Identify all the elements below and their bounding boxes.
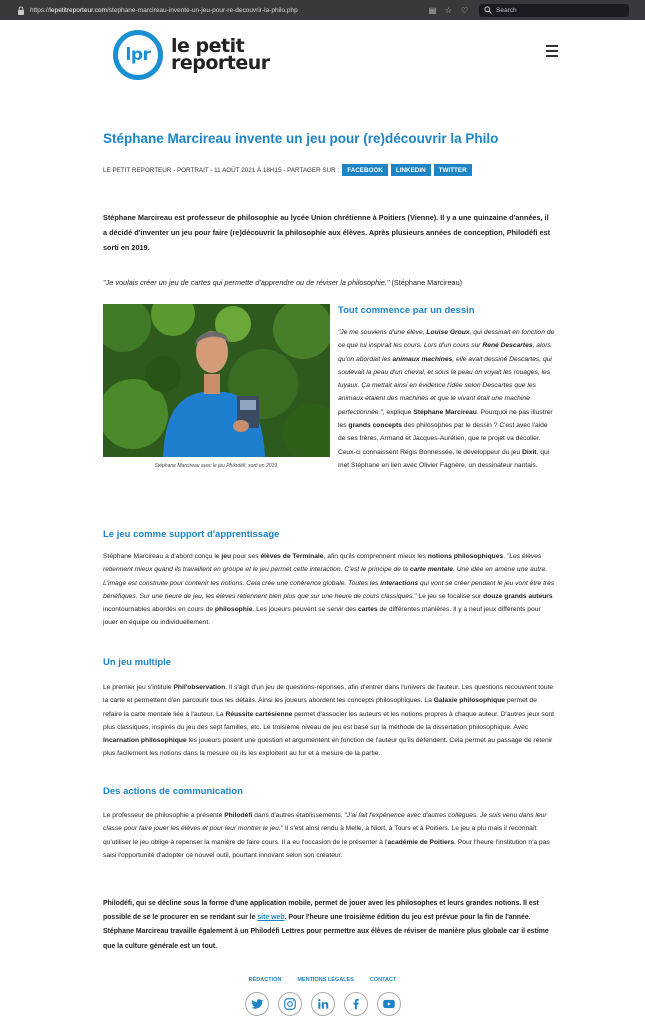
logo-line-2: reporteur	[171, 52, 270, 74]
logo-mark: lpr	[113, 30, 163, 80]
site-logo[interactable]	[113, 30, 270, 80]
address-bar[interactable]	[30, 7, 420, 14]
search-input[interactable]	[479, 4, 629, 17]
section-communication-text: Le professeur de philosophie a présenté Philodéfi dans d'autres établissements. "J'ai fait l'expérience avec d'autres collègues. Je suis venu dans leur classe pour faire jouer les élèves et pour leur montrer le jeu." Il s'est ainsi rendu à Melle, à Niort, à Tours et à Poitiers. Le jeu a plu mais il reconnaît qu'utiliser le jeu oblige à repenser la manière de faire cours. Il a eu l'occasion de le présenter à l'académie de Poitiers. Pour l'heure l'institution n'a pas saisi l'opportunité d'adopter ce nouvel outil, pourtant innovant selon son créateur.	[103, 812, 550, 859]
section-heading-multiple: Un jeu multiple	[103, 657, 172, 668]
youtube-icon[interactable]	[377, 992, 401, 1016]
bookmark-star-icon[interactable]: ☆	[444, 5, 453, 15]
instagram-icon[interactable]	[278, 992, 302, 1016]
section-heading-communication: Des actions de communication	[103, 786, 243, 797]
search-placeholder: Search	[496, 6, 517, 14]
url-prefix: https://	[30, 6, 50, 14]
site-web-link[interactable]: site web	[257, 914, 285, 922]
search-icon	[484, 6, 492, 14]
photo-caption: Stéphane Marcireau avec le jeu Philodéfi, sorti en 2019.	[154, 463, 279, 469]
social-links	[0, 992, 645, 1016]
browser-toolbar	[0, 0, 645, 20]
facebook-icon[interactable]	[344, 992, 368, 1016]
footer-link-contact[interactable]: CONTACT	[369, 977, 397, 983]
hamburger-menu-icon[interactable]	[546, 45, 558, 57]
reader-view-icon[interactable]: ▤	[428, 5, 437, 15]
article-lead: Stéphane Marcireau est professeur de philosophie au lycée Union chrétienne à Poitiers (Vienne). Il y a une quinzaine d'années, il a décidé d'inventer un jeu pour faire (re)découvrir la philosophie aux élèves. Après plusieurs années de conception, Philodéfi est sorti en 2019.	[103, 213, 551, 253]
url-domain: lepetitreporteur.com	[49, 6, 107, 14]
twitter-icon[interactable]	[245, 992, 269, 1016]
section-dessin-text: "Je me souviens d'une élève, Louise Groux, qui dessinait en fonction de ce que lui inspirait les cours. Lors d'un cours sur René Descartes, alors qu'on abordait les animaux machines, elle avait dessiné Descartes, qui soulevait la peau d'un cheval, et sous la peau on voyait les rouages, les tuyaux. Ça mettait ainsi en évidence l'idée selon Descartes que les animaux étaient des machines et que le vivant était une machine perfectionnée.", explique Stéphane Marcireau. Pourquoi ne pas illustrer les grands concepts des philosophes par le dessin ? C'est avec l'aide de ses frères, Armand et Jacques-Aurélien, que le projet va décoller. Ceux-ci connaissent Régis Bonnessée, le développeur du jeu Dixit, qui met Stéphane en lien avec Olivier Fagnère, un dessinateur nantais.	[338, 329, 555, 469]
footer-link-redaction[interactable]: RÉDACTION	[248, 977, 282, 983]
section-apprentissage-text: Stéphane Marcireau a d'abord conçu le jeu pour ses élèves de Terminale, afin qu'ils comprennent mieux les notions philosophiques. "Les élèves retiennent mieux quand ils travaillent en groupe et le jeu permet cette interaction. C'est le principe de la carte mentale. Une idée en amène une autre. L'image est construite pour contenir les notions. Cela crée une cohérence globale. Toutes les interactions qui vont se créer pendant le jeu vont être très bénéfiques. Sur une heure de jeu, les élèves retiennent bien plus que sur une heure de cours classiques." Le jeu se focalise sur douze grands auteurs incontournables abordés en cours de philosophie. Les joueurs peuvent se servir des cartes de différentes manières. Il y a neuf jeux différents pour jouer en équipe ou individuellement.	[103, 553, 555, 627]
article-quote	[103, 277, 553, 289]
share-twitter-button[interactable]: TWITTER	[434, 164, 472, 176]
lock-icon[interactable]	[16, 5, 26, 15]
url-path: /stephane-marcireau-invente-un-jeu-pour-re-decouvrir-la-philo.php	[106, 6, 298, 14]
article-title: Stéphane Marcireau invente un jeu pour (re)découvrir la Philo	[103, 131, 499, 146]
section-multiple-text: Le premier jeu s'intitule Phil'observation. Il s'agit d'un jeu de questions-réponses, afin d'entrer dans l'univers de l'auteur. Les questions recouvrent toute la carte et permettent d'en parcourir tous les détails. Ainsi les joueurs abordent les concepts philosophiques. La Galaxie philosophique permet de refaire la carte mentale liée à l'auteur. La Réussite cartésienne permet d'associer les auteurs et les notions propres à chaque auteur. D'autres jeux sont plus classiques, inspirés du jeu des sept familles, etc. Le troisième niveau de jeu est basé sur la méthode de la dissertation philosophique. Avec Incarnation philosophique les joueurs posent une question et argumentent en fonction de l'auteur qu'ils défendent. Cela permet au passage de retenir plus facilement les notions dans la mesure où ils les exploitent au fur et à mesure de la partie.	[103, 684, 555, 758]
article-closing: Philodéfi, qui se décline sous la forme d'une application mobile, permet de jouer avec les philosophes et leurs grandes notions. Il est possible de se le procurer en se rendant sur le site web. Pour l'heure une troisième édition du jeu est prévue pour la fin de l'année. Stéphane Marcireau travaille également à un Philodéfi Lettres pour permettre aux élèves de réviser de manière plus globale car il estime que la culture générale est un tout.	[103, 900, 549, 950]
linkedin-icon[interactable]	[311, 992, 335, 1016]
quote-text: "Je voulais créer un jeu de cartes qui permette d'apprendre ou de réviser la philosophie."	[103, 278, 390, 287]
article-meta-text: LE PETIT REPORTEUR - PORTRAIT - 11 AOÛT 2021 À 18H15 - PARTAGER SUR :	[103, 166, 340, 174]
logo-line-1: le petit	[171, 35, 245, 57]
share-facebook-button[interactable]: FACEBOOK	[342, 164, 388, 176]
pocket-icon[interactable]: ♡	[460, 5, 469, 15]
quote-author: (Stéphane Marcireau)	[389, 278, 463, 287]
footer-link-mentions[interactable]: MENTIONS LÉGALES	[297, 977, 354, 983]
article-photo	[103, 304, 330, 457]
share-linkedin-button[interactable]: LINKEDIN	[391, 164, 431, 176]
article-meta	[103, 164, 472, 176]
footer-links	[0, 977, 645, 983]
logo-wordmark	[171, 35, 270, 74]
section-heading-apprentissage: Le jeu comme support d'apprentissage	[103, 529, 280, 540]
section-heading-dessin: Tout commence par un dessin	[338, 305, 475, 316]
